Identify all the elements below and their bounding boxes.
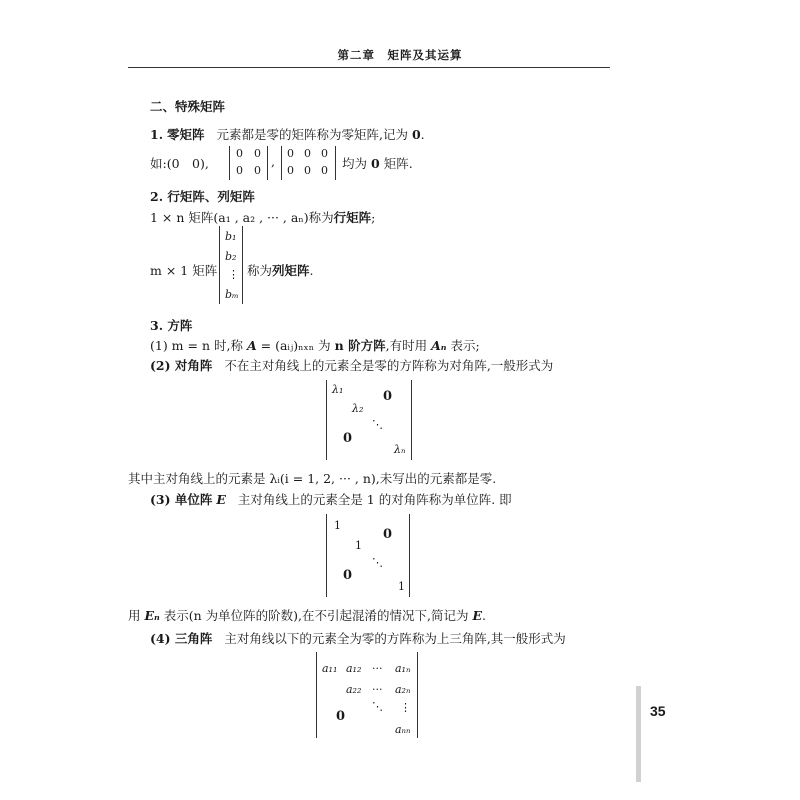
matrix-cell: ⋮ — [400, 701, 411, 714]
bracket-right — [267, 146, 268, 180]
zero-num: 1. — [150, 127, 164, 142]
matrix-separator: , — [271, 154, 275, 169]
unit-line — [150, 490, 512, 508]
matrix-cell: b₁ — [225, 230, 237, 243]
matrix-cell: 0 — [287, 164, 294, 177]
square-line1-A: A — [246, 338, 257, 353]
header-rule — [128, 67, 610, 68]
col-suffix-end: . — [309, 263, 314, 278]
square-line1-c: ,有时用 — [385, 338, 428, 353]
zero-example-end: 矩阵. — [383, 156, 413, 171]
matrix-cell: ⋱ — [372, 700, 383, 713]
bracket-left — [326, 380, 327, 460]
matrix-cell: 0 — [254, 164, 261, 177]
diag-desc: 不在主对角线上的元素全是零的方阵称为对角阵,一般形式为 — [224, 358, 554, 373]
matrix-cell: λ₁ — [332, 383, 344, 396]
unit-desc: 主对角线上的元素全是 1 的对角阵称为单位阵. 即 — [237, 492, 512, 507]
unit-note-E: E — [472, 608, 482, 623]
matrix-cell: 0 — [287, 147, 294, 160]
unit-label: (3) 单位阵 — [150, 492, 213, 507]
matrix-cell: 1 — [398, 580, 405, 593]
zero-title: 零矩阵 — [167, 127, 205, 142]
rowcol-heading: 2. 行矩阵、列矩阵 — [150, 189, 255, 204]
row-line-bold: 行矩阵 — [333, 210, 372, 225]
diag-note: 其中主对角线上的元素是 λᵢ(i = 1, 2, ··· , n),未写出的元素都是零. — [128, 471, 497, 486]
matrix-zero-lower: 0 — [343, 431, 353, 446]
row-line-end: ; — [371, 210, 376, 225]
zero-example-text: 均为 — [342, 156, 368, 171]
bracket-right — [335, 146, 336, 180]
matrix-cell: a₁₁ — [322, 662, 338, 675]
matrix-cell: 0 — [254, 147, 261, 160]
matrix-cell: 0 — [304, 164, 311, 177]
zero-example-bold: 0 — [371, 156, 380, 171]
tri-label: (4) 三角阵 — [150, 631, 213, 646]
matrix-cell: aₙₙ — [395, 723, 411, 736]
section-title: 二、特殊矩阵 — [150, 99, 226, 114]
matrix-cell: b₂ — [225, 250, 237, 263]
tri-line — [150, 629, 566, 647]
diag-line — [150, 356, 553, 374]
zero-example-prefix: 如:(0 0), — [150, 156, 209, 171]
unit-note-end: . — [482, 608, 486, 623]
col-suffix — [247, 261, 314, 279]
row-matrix-line — [150, 208, 375, 226]
matrix-cell: λₙ — [394, 443, 406, 456]
bracket-left — [219, 226, 220, 304]
matrix-zero-lower: 0 — [336, 709, 346, 724]
square-line1-b: = (aᵢⱼ)ₙₓₙ 为 — [260, 338, 331, 353]
matrix-cell: a₁₂ — [346, 662, 362, 675]
matrix-cell: ⋱ — [372, 556, 383, 569]
page-number: 35 — [650, 703, 666, 719]
zero-desc-end: . — [420, 127, 425, 142]
unit-note-b: 表示(n 为单位阵的阶数),在不引起混淆的情况下,简记为 — [163, 608, 469, 623]
col-suffix-text: 称为 — [247, 263, 273, 278]
matrix-cell: ⋱ — [372, 418, 383, 431]
unit-E: E — [216, 492, 226, 507]
square-line1 — [150, 336, 480, 354]
zero-desc-bold: 0 — [411, 127, 421, 142]
diag-label: (2) 对角阵 — [150, 358, 213, 373]
tri-desc: 主对角线以下的元素全为零的方阵称为上三角阵,其一般形式为 — [224, 631, 566, 646]
square-line1-bold: n 阶方阵 — [334, 338, 386, 353]
matrix-zero-upper: 0 — [383, 389, 393, 404]
matrix-zero-upper: 0 — [383, 527, 393, 542]
matrix-cell: 1 — [334, 519, 341, 532]
square-heading: 3. 方阵 — [150, 318, 193, 333]
matrix-cell: ··· — [372, 662, 383, 675]
matrix-cell: a₁ₙ — [395, 662, 411, 675]
bracket-right — [409, 514, 410, 597]
matrix-cell: a₂ₙ — [395, 683, 411, 696]
zero-example-suffix — [342, 154, 413, 172]
unit-note — [128, 606, 486, 624]
matrix-zero-lower: 0 — [343, 568, 353, 583]
square-line1-a: (1) m = n 时,称 — [150, 338, 243, 353]
square-line1-An: Aₙ — [431, 338, 447, 353]
matrix-cell: 0 — [321, 147, 328, 160]
row-line-text: 1 × n 矩阵(a₁ , a₂ , ··· , aₙ)称为 — [150, 210, 334, 225]
page-edge-bar — [636, 686, 641, 782]
bracket-left — [326, 514, 327, 597]
bracket-right — [417, 652, 418, 738]
bracket-right — [242, 226, 243, 304]
bracket-left — [229, 146, 230, 180]
running-header: 第二章 矩阵及其运算 — [337, 48, 463, 62]
matrix-cell: ··· — [372, 683, 383, 696]
bracket-right — [411, 380, 412, 460]
col-prefix: m × 1 矩阵 — [150, 263, 218, 278]
matrix-cell: 0 — [304, 147, 311, 160]
matrix-cell: λ₂ — [352, 402, 364, 415]
square-line1-d: 表示; — [450, 338, 480, 353]
matrix-cell: bₘ — [225, 288, 239, 301]
unit-note-En: Eₙ — [144, 608, 160, 623]
matrix-cell: a₂₂ — [346, 683, 362, 696]
bracket-left — [281, 146, 282, 180]
col-suffix-bold: 列矩阵 — [272, 263, 310, 278]
unit-note-a: 用 — [128, 608, 141, 623]
matrix-cell: 0 — [236, 164, 243, 177]
matrix-cell: 0 — [236, 147, 243, 160]
zero-matrix-paragraph — [150, 125, 425, 143]
bracket-left — [316, 652, 317, 738]
matrix-cell: ⋮ — [228, 268, 239, 281]
zero-desc: 元素都是零的矩阵称为零矩阵,记为 — [216, 127, 408, 142]
matrix-cell: 1 — [355, 539, 362, 552]
matrix-cell: 0 — [321, 164, 328, 177]
